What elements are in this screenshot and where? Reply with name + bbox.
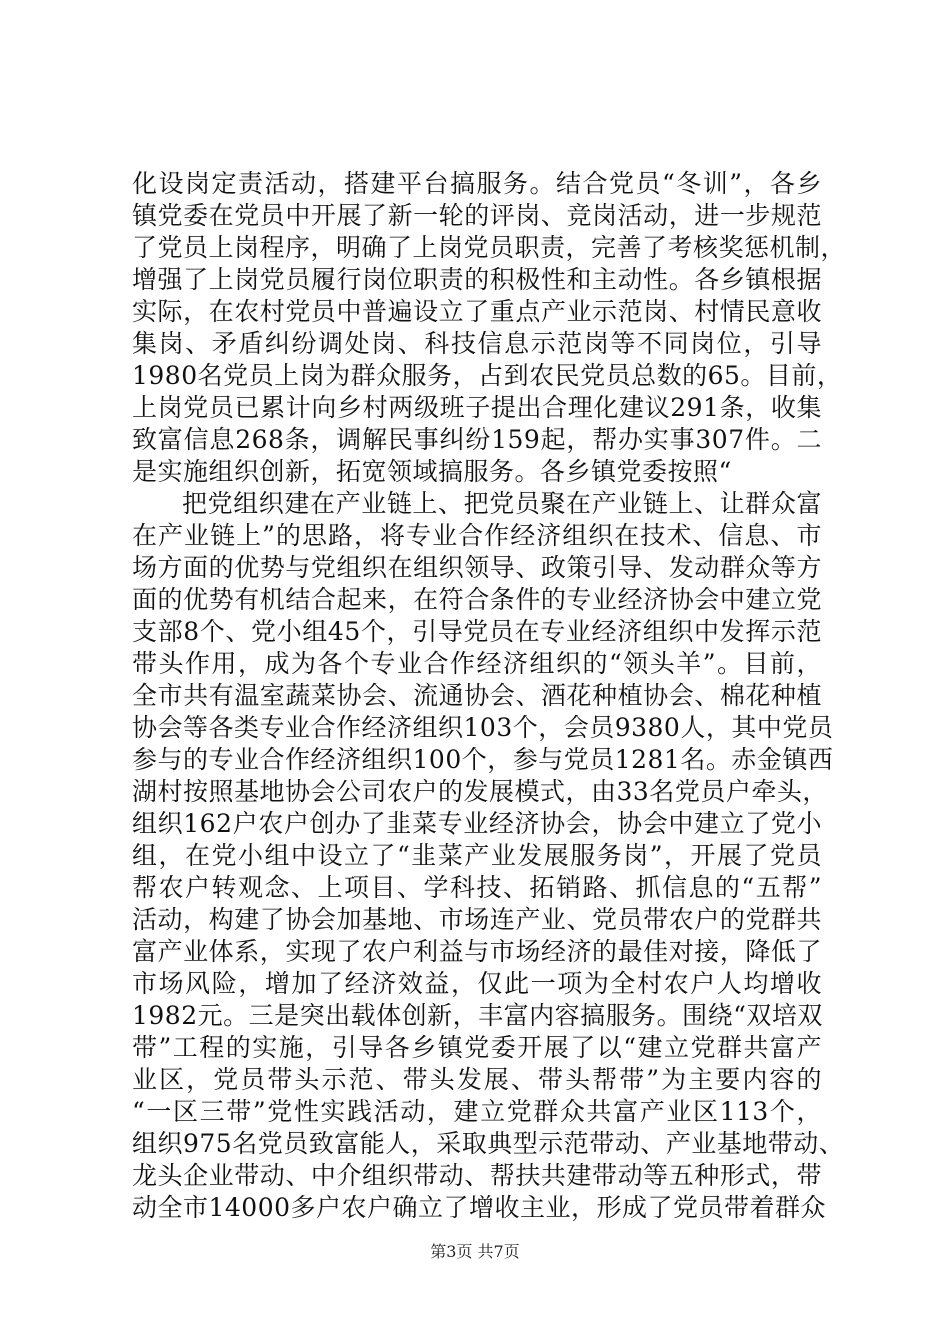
body-line: 协会等各类专业合作经济组织103个，会员9380人，其中党员 (132, 713, 834, 742)
body-line: 带”工程的实施，引导各乡镇党委开展了以“建立党群共富产 (132, 1033, 822, 1062)
body-line: 市场风险，增加了经济效益，仅此一项为全村农户人均增收 (132, 969, 822, 998)
body-line: 组织975名党员致富能人，采取典型示范带动、产业基地带动、 (132, 1129, 845, 1158)
body-line: 实际，在农村党员中普遍设立了重点产业示范岗、村情民意收 (132, 297, 822, 326)
body-line: 在产业链上”的思路，将专业合作经济组织在技术、信息、市 (132, 521, 822, 550)
body-line: 动全市14000多户农户确立了增收主业，形成了党员带着群众 (132, 1193, 827, 1222)
body-line: 1982元。三是突出载体创新，丰富内容搞服务。围绕“双培双 (132, 1001, 823, 1030)
body-line: 上岗党员已累计向乡村两级班子提出合理化建议291条，收集 (132, 393, 822, 422)
body-line: “一区三带”党性实践活动，建立党群众共富产业区113个， (132, 1097, 822, 1126)
body-line: 场方面的优势与党组织在组织领导、政策引导、发动群众等方 (132, 553, 822, 582)
body-line: 增强了上岗党员履行岗位职责的积极性和主动性。各乡镇根据 (132, 265, 822, 294)
body-line: 富产业体系，实现了农户利益与市场经济的最佳对接，降低了 (132, 937, 822, 966)
body-line: 湖村按照基地协会公司农户的发展模式，由33名党员户牵头， (132, 777, 828, 806)
body-line: 集岗、矛盾纠纷调处岗、科技信息示范岗等不同岗位，引导 (132, 329, 822, 358)
body-line: 面的优势有机结合起来，在符合条件的专业经济协会中建立党 (132, 585, 822, 614)
body-line: 把党组织建在产业链上、把党员聚在产业链上、让群众富 (182, 489, 822, 518)
document-body (132, 168, 847, 1224)
body-line: 了党员上岗程序，明确了上岗党员职责，完善了考核奖惩机制， (132, 233, 847, 262)
body-line: 组，在党小组中设立了“韭菜产业发展服务岗”，开展了党员 (132, 841, 822, 870)
page-footer (0, 1242, 950, 1262)
body-line: 活动，构建了协会加基地、市场连产业、党员带农户的党群共 (132, 905, 822, 934)
body-line: 全市共有温室蔬菜协会、流通协会、酒花种植协会、棉花种植 (132, 681, 822, 710)
body-line: 组织162户农户创办了韭菜专业经济协会，协会中建立了党小 (132, 809, 822, 838)
body-line: 化设岗定责活动，搭建平台搞服务。结合党员“冬训”，各乡 (132, 169, 822, 198)
body-line: 支部8个、党小组45个，引导党员在专业经济组织中发挥示范 (132, 617, 822, 646)
body-line: 1980名党员上岗为群众服务，占到农民党员总数的65。目前， (132, 361, 843, 390)
body-line: 龙头企业带动、中介组织带动、帮扶共建带动等五种形式，带 (132, 1161, 822, 1190)
body-line: 业区，党员带头示范、带头发展、带头帮带”为主要内容的 (132, 1065, 822, 1094)
body-line: 镇党委在党员中开展了新一轮的评岗、竞岗活动，进一步规范 (132, 201, 822, 230)
body-line: 帮农户转观念、上项目、学科技、拓销路、抓信息的“五帮” (132, 873, 822, 902)
body-line: 参与的专业合作经济组织100个，参与党员1281名。赤金镇西 (132, 745, 834, 774)
body-line: 致富信息268条，调解民事纠纷159起，帮办实事307件。二 (132, 425, 822, 454)
body-line: 是实施组织创新，拓宽领域搞服务。各乡镇党委按照“ (132, 457, 732, 486)
body-line: 带头作用，成为各个专业合作经济组织的“领头羊”。目前， (132, 649, 822, 678)
page-number-label: 第3页 共7页 (430, 1242, 520, 1261)
